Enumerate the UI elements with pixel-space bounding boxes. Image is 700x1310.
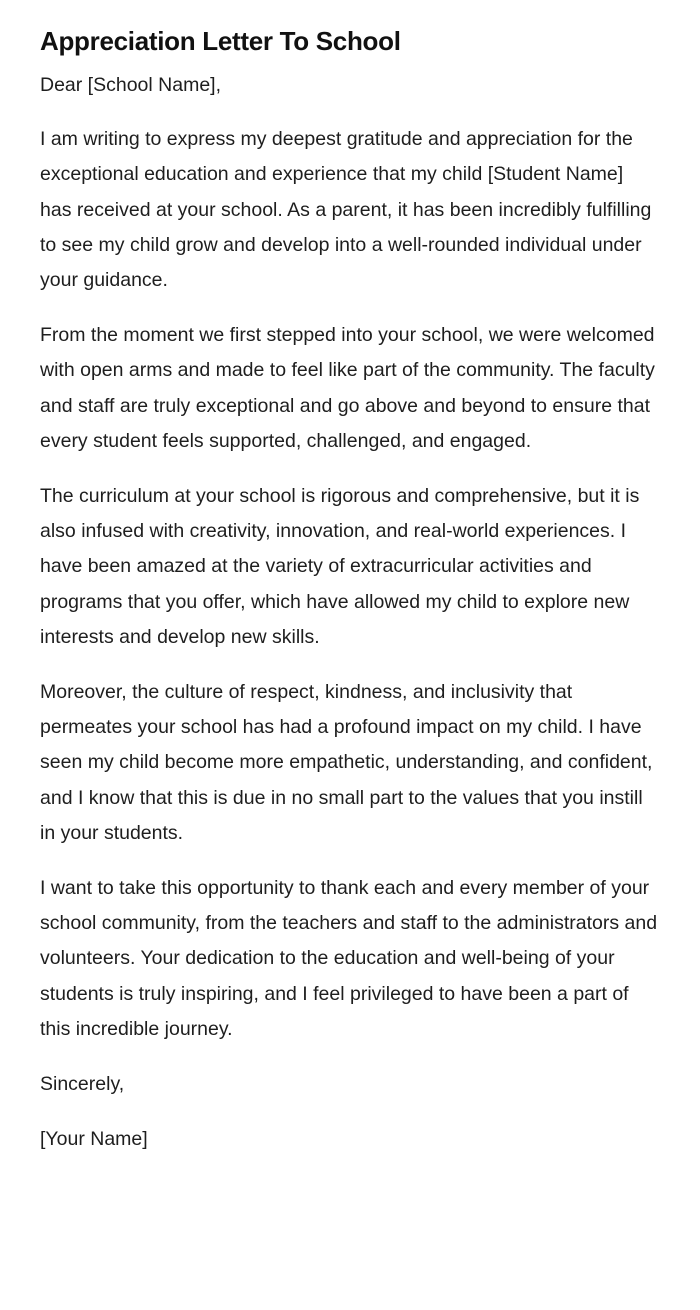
body-paragraph-1: I am writing to express my deepest gratitude and appreciation for the exceptional education and experience that my child [Student Name] has received at your school. As a parent, it has been incredibly fulfilling to see my child grow and develop into a well-rounded individual under your guidance. — [40, 128, 652, 292]
letter-title: Appreciation Letter To School — [40, 26, 401, 56]
salutation: Dear [School Name], — [40, 74, 221, 96]
body-paragraph-2: From the moment we first stepped into your school, we were welcomed with open arms and made to feel like part of the community. The faculty and staff are truly exceptional and go above and beyond to ensure that every student feels supported, challenged, and engaged. — [40, 324, 655, 452]
body-paragraph-5: I want to take this opportunity to thank each and every member of your school community, from the teachers and staff to the administrators and volunteers. Your dedication to the education and well-being of your students is truly inspiring, and I feel privileged to have been a part of this incredible journey. — [40, 877, 658, 1040]
closing: Sincerely, — [40, 1073, 125, 1096]
body-paragraph-3: The curriculum at your school is rigorous and comprehensive, but it is also infused with creativity, innovation, and real-world experiences. I have been amazed at the variety of extracurricular activities and programs that you offer, which have allowed my child to explore new interests and develop new skills. — [40, 485, 640, 648]
signature: [Your Name] — [40, 1128, 148, 1151]
body-paragraph-4: Moreover, the culture of respect, kindness, and inclusivity that permeates your school has had a profound impact on my child. I have seen my child become more empathetic, understanding, and confident, and I know that this is due in no small part to the values that you instill in your students. — [40, 681, 653, 844]
